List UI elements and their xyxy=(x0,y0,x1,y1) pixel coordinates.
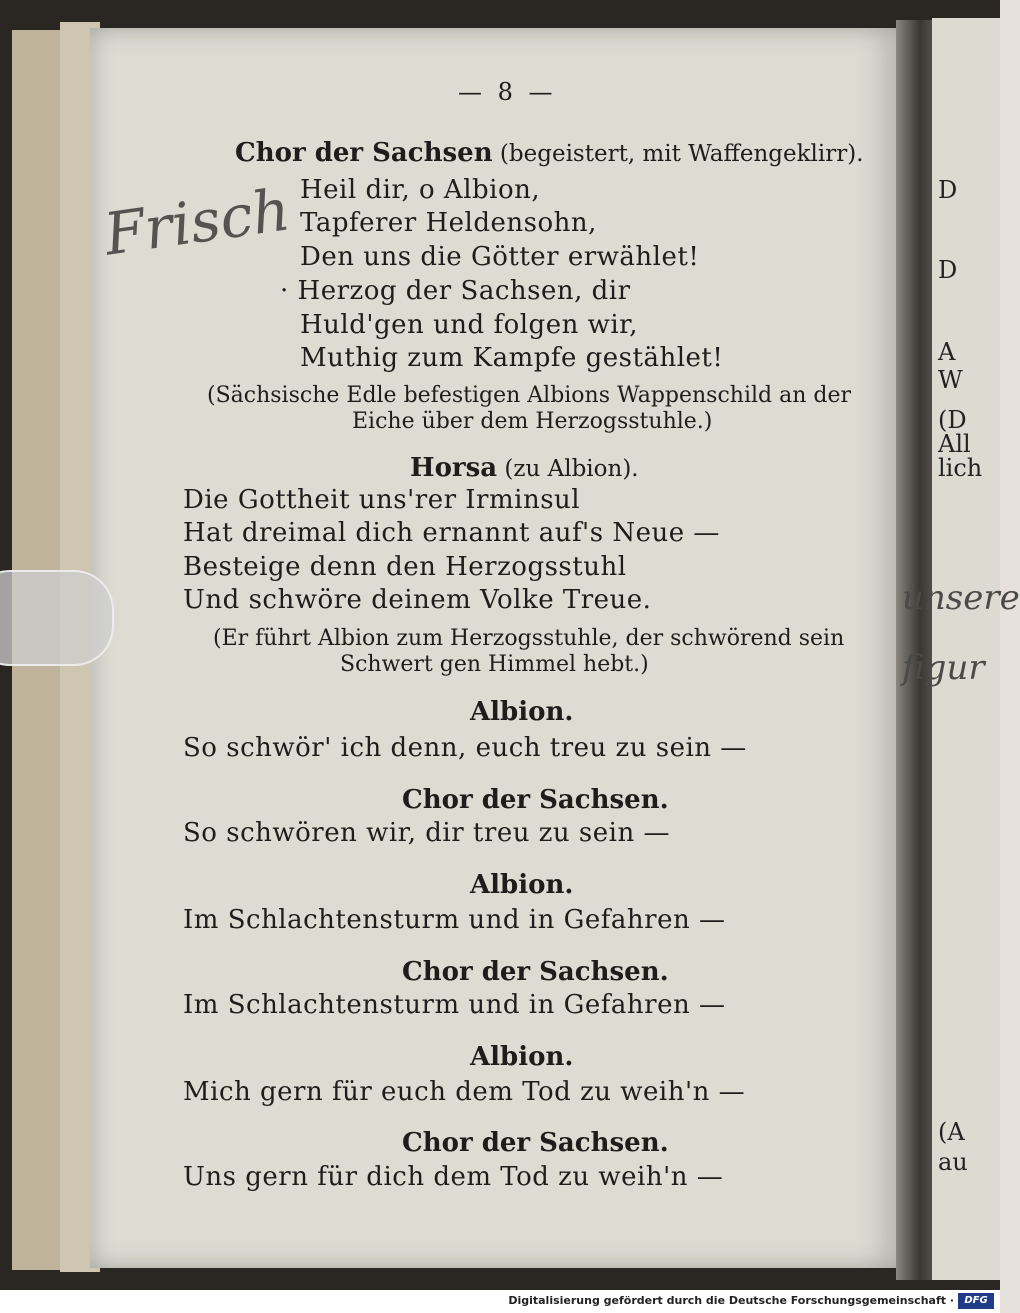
speaker-heading: Chor der Sachsen. xyxy=(402,957,669,987)
stage-direction: (Er führt Albion zum Herzogsstuhle, der schwörend sein xyxy=(213,626,845,651)
speaker-heading: Albion. xyxy=(470,870,574,900)
stage-direction: Schwert gen Himmel hebt.) xyxy=(340,652,649,677)
verse-line: Tapferer Heldensohn, xyxy=(300,208,597,238)
right-page-handwriting: figur xyxy=(902,648,985,688)
right-page-fragment: lich xyxy=(938,454,983,482)
speaker-heading: Chor der Sachsen. xyxy=(402,1128,669,1158)
footer-credit: Digitalisierung gefördert durch die Deutsche Forschungsgemeinschaft · xyxy=(508,1294,954,1307)
speaker-heading: Chor der Sachsen (begeistert, mit Waffengeklirr). xyxy=(235,138,864,168)
verse-line: · Herzog der Sachsen, dir xyxy=(280,276,631,306)
speaker-heading: Chor der Sachsen. xyxy=(402,785,669,815)
right-page-fragment: D xyxy=(938,176,958,204)
speaker-heading: Albion. xyxy=(470,1042,574,1072)
verse-line: Und schwöre deinem Volke Treue. xyxy=(183,585,652,615)
speaker-heading: Horsa (zu Albion). xyxy=(410,453,639,483)
verse-line: Mich gern für euch dem Tod zu weih'n — xyxy=(183,1077,746,1107)
verse-line: Uns gern für dich dem Tod zu weih'n — xyxy=(183,1162,724,1192)
page-clip xyxy=(0,570,114,666)
verse-line: Besteige denn den Herzogsstuhl xyxy=(183,552,627,582)
right-page-fragment: au xyxy=(938,1148,968,1176)
stage-direction: Eiche über dem Herzogsstuhle.) xyxy=(352,409,713,434)
verse-line: Muthig zum Kampfe gestählet! xyxy=(300,343,724,373)
right-page-fragment: A xyxy=(938,338,956,366)
verse-line: Im Schlachtensturm und in Gefahren — xyxy=(183,990,726,1020)
footer-bar xyxy=(0,1290,1000,1313)
right-page-fragment: (A xyxy=(938,1118,965,1146)
verse-line: Huld'gen und folgen wir, xyxy=(300,310,639,340)
marginal-handwriting: Frisch xyxy=(100,175,294,269)
dfg-logo: DFG xyxy=(958,1293,994,1309)
verse-line: Den uns die Götter erwählet! xyxy=(300,242,700,272)
page-number: — 8 — xyxy=(458,78,557,106)
verse-line: Die Gottheit uns'rer Irminsul xyxy=(183,485,581,515)
speaker-heading: Albion. xyxy=(470,697,574,727)
right-page-fragment: All xyxy=(938,430,971,458)
book-page-right xyxy=(902,18,1020,1280)
verse-line: Im Schlachtensturm und in Gefahren — xyxy=(183,905,726,935)
stage-direction: (Sächsische Edle befestigen Albions Wappenschild an der xyxy=(207,383,852,408)
right-page-fragment: (D xyxy=(938,406,967,434)
right-page-fragment: D xyxy=(938,256,958,284)
verse-line: Hat dreimal dich ernannt auf's Neue — xyxy=(183,518,720,548)
verse-line: Heil dir, o Albion, xyxy=(300,175,541,205)
right-page-handwriting: unsere xyxy=(902,578,1020,618)
verse-line: So schwör' ich denn, euch treu zu sein — xyxy=(183,733,747,763)
verse-line: So schwören wir, dir treu zu sein — xyxy=(183,818,670,848)
right-page-fragment: W xyxy=(938,366,963,394)
